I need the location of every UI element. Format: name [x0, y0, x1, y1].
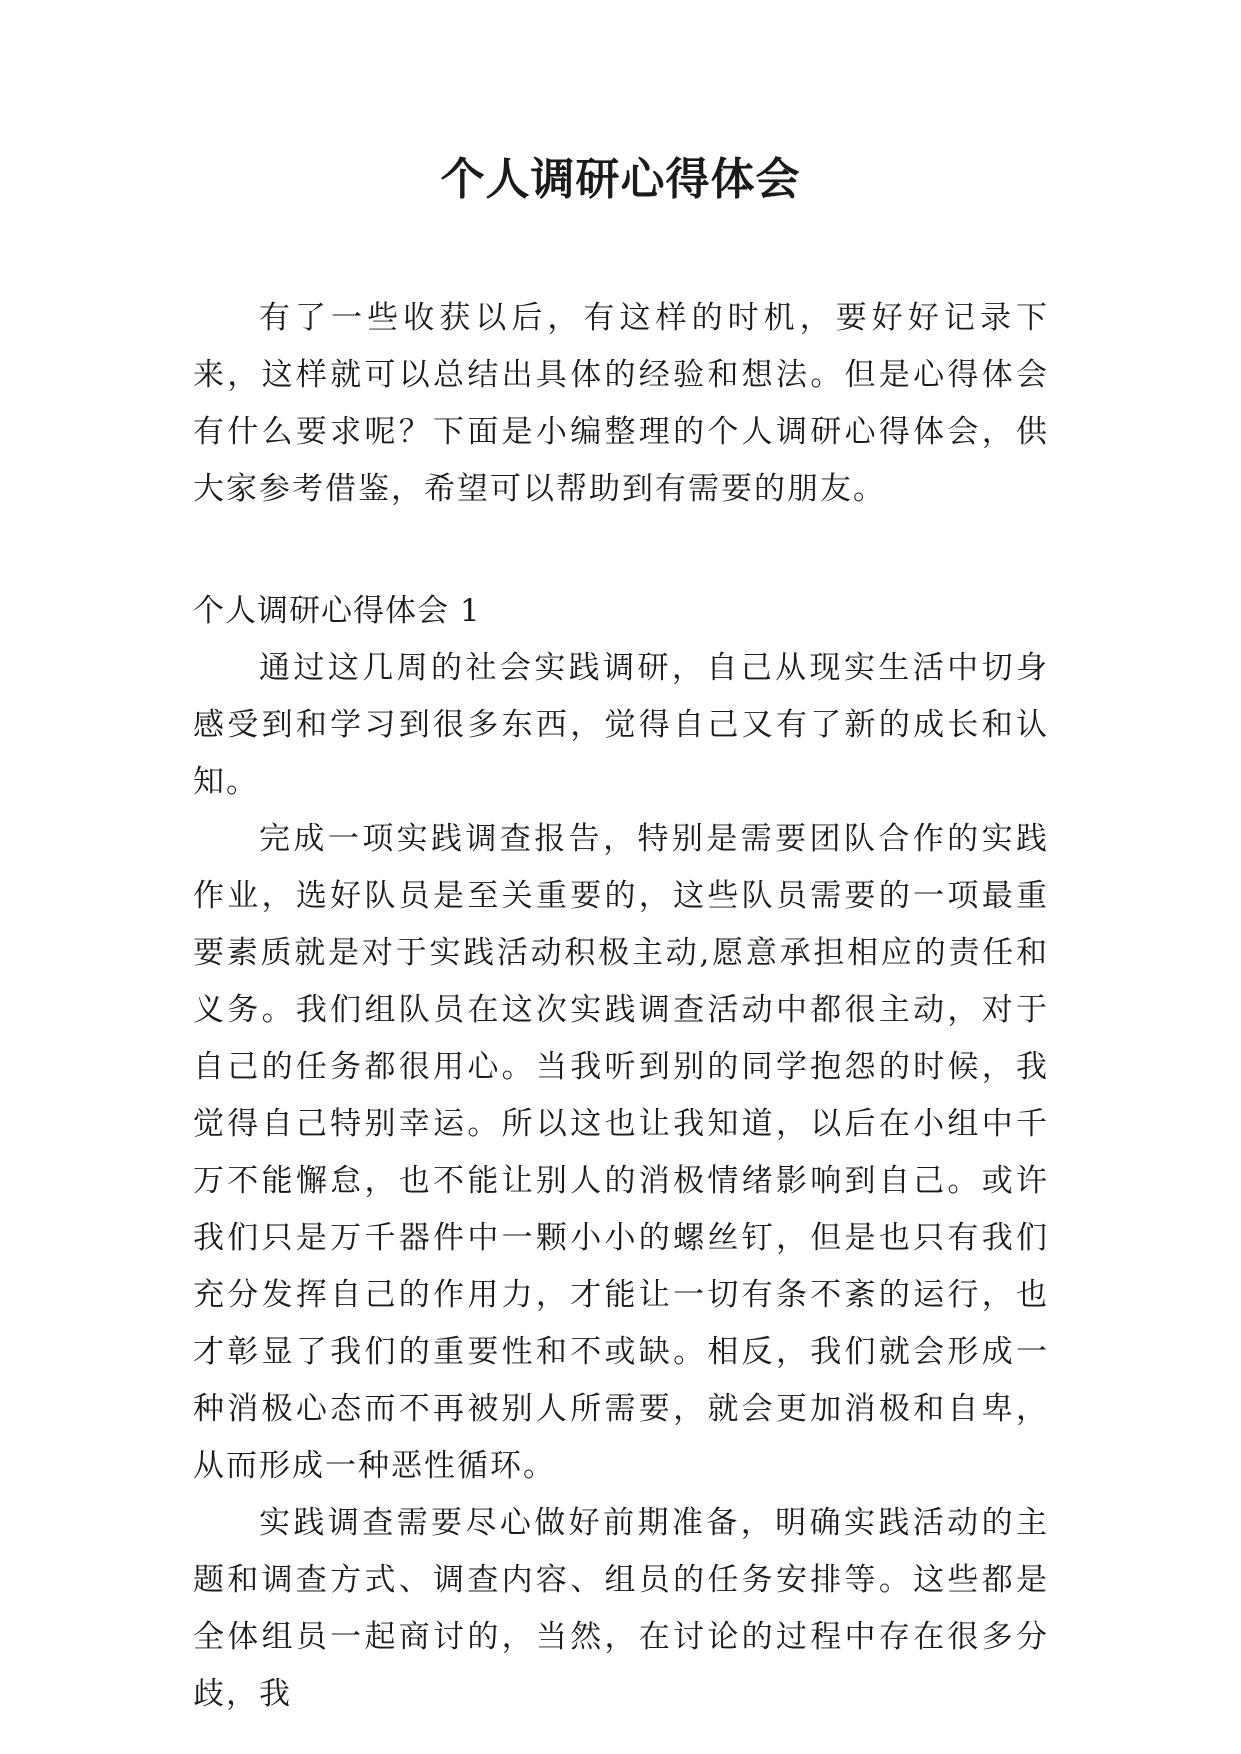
document-title: 个人调研心得体会: [440, 154, 801, 205]
body-paragraph: 通过这几周的社会实践调研，自己从现实生活中切身感受到和学习到很多东西，觉得自己又有了新的成长和认知。: [193, 650, 1049, 800]
section-heading: 个人调研心得体会 1: [193, 593, 481, 629]
body-paragraph: 完成一项实践调查报告，特别是需要团队合作的实践作业，选好队员是至关重要的，这些队员需要的一项最重要素质就是对于实践活动积极主动,愿意承担相应的责任和义务。我们组队员在这次实践调查活动中都很主动，对于自己的任务都很用心。当我听到别的同学抱怨的时候，我觉得自己特别幸运。所以这也让我知道，以后在小组中千万不能懈怠，也不能让别人的消极情绪影响到自己。或许我们只是万千器件中一颗小小的螺丝钉，但是也只有我们充分发挥自己的作用力，才能让一切有条不紊的运行，也才彰显了我们的重要性和不或缺。相反，我们就会形成一种消极心态而不再被别人所需要，就会更加消极和自卑，从而形成一种恶性循环。: [193, 821, 1049, 1484]
body-paragraph: 实践调查需要尽心做好前期准备，明确实践活动的主题和调查方式、调查内容、组员的任务安排等。这些都是全体组员一起商讨的，当然，在讨论的过程中存在很多分歧，我: [193, 1505, 1049, 1712]
section-body: [193, 640, 1049, 1723]
intro-paragraph: 有了一些收获以后，有这样的时机，要好好记录下来，这样就可以总结出具体的经验和想法。但是心得体会有什么要求呢？下面是小编整理的个人调研心得体会，供大家参考借鉴，希望可以帮助到有需要的朋友。: [193, 300, 1049, 507]
